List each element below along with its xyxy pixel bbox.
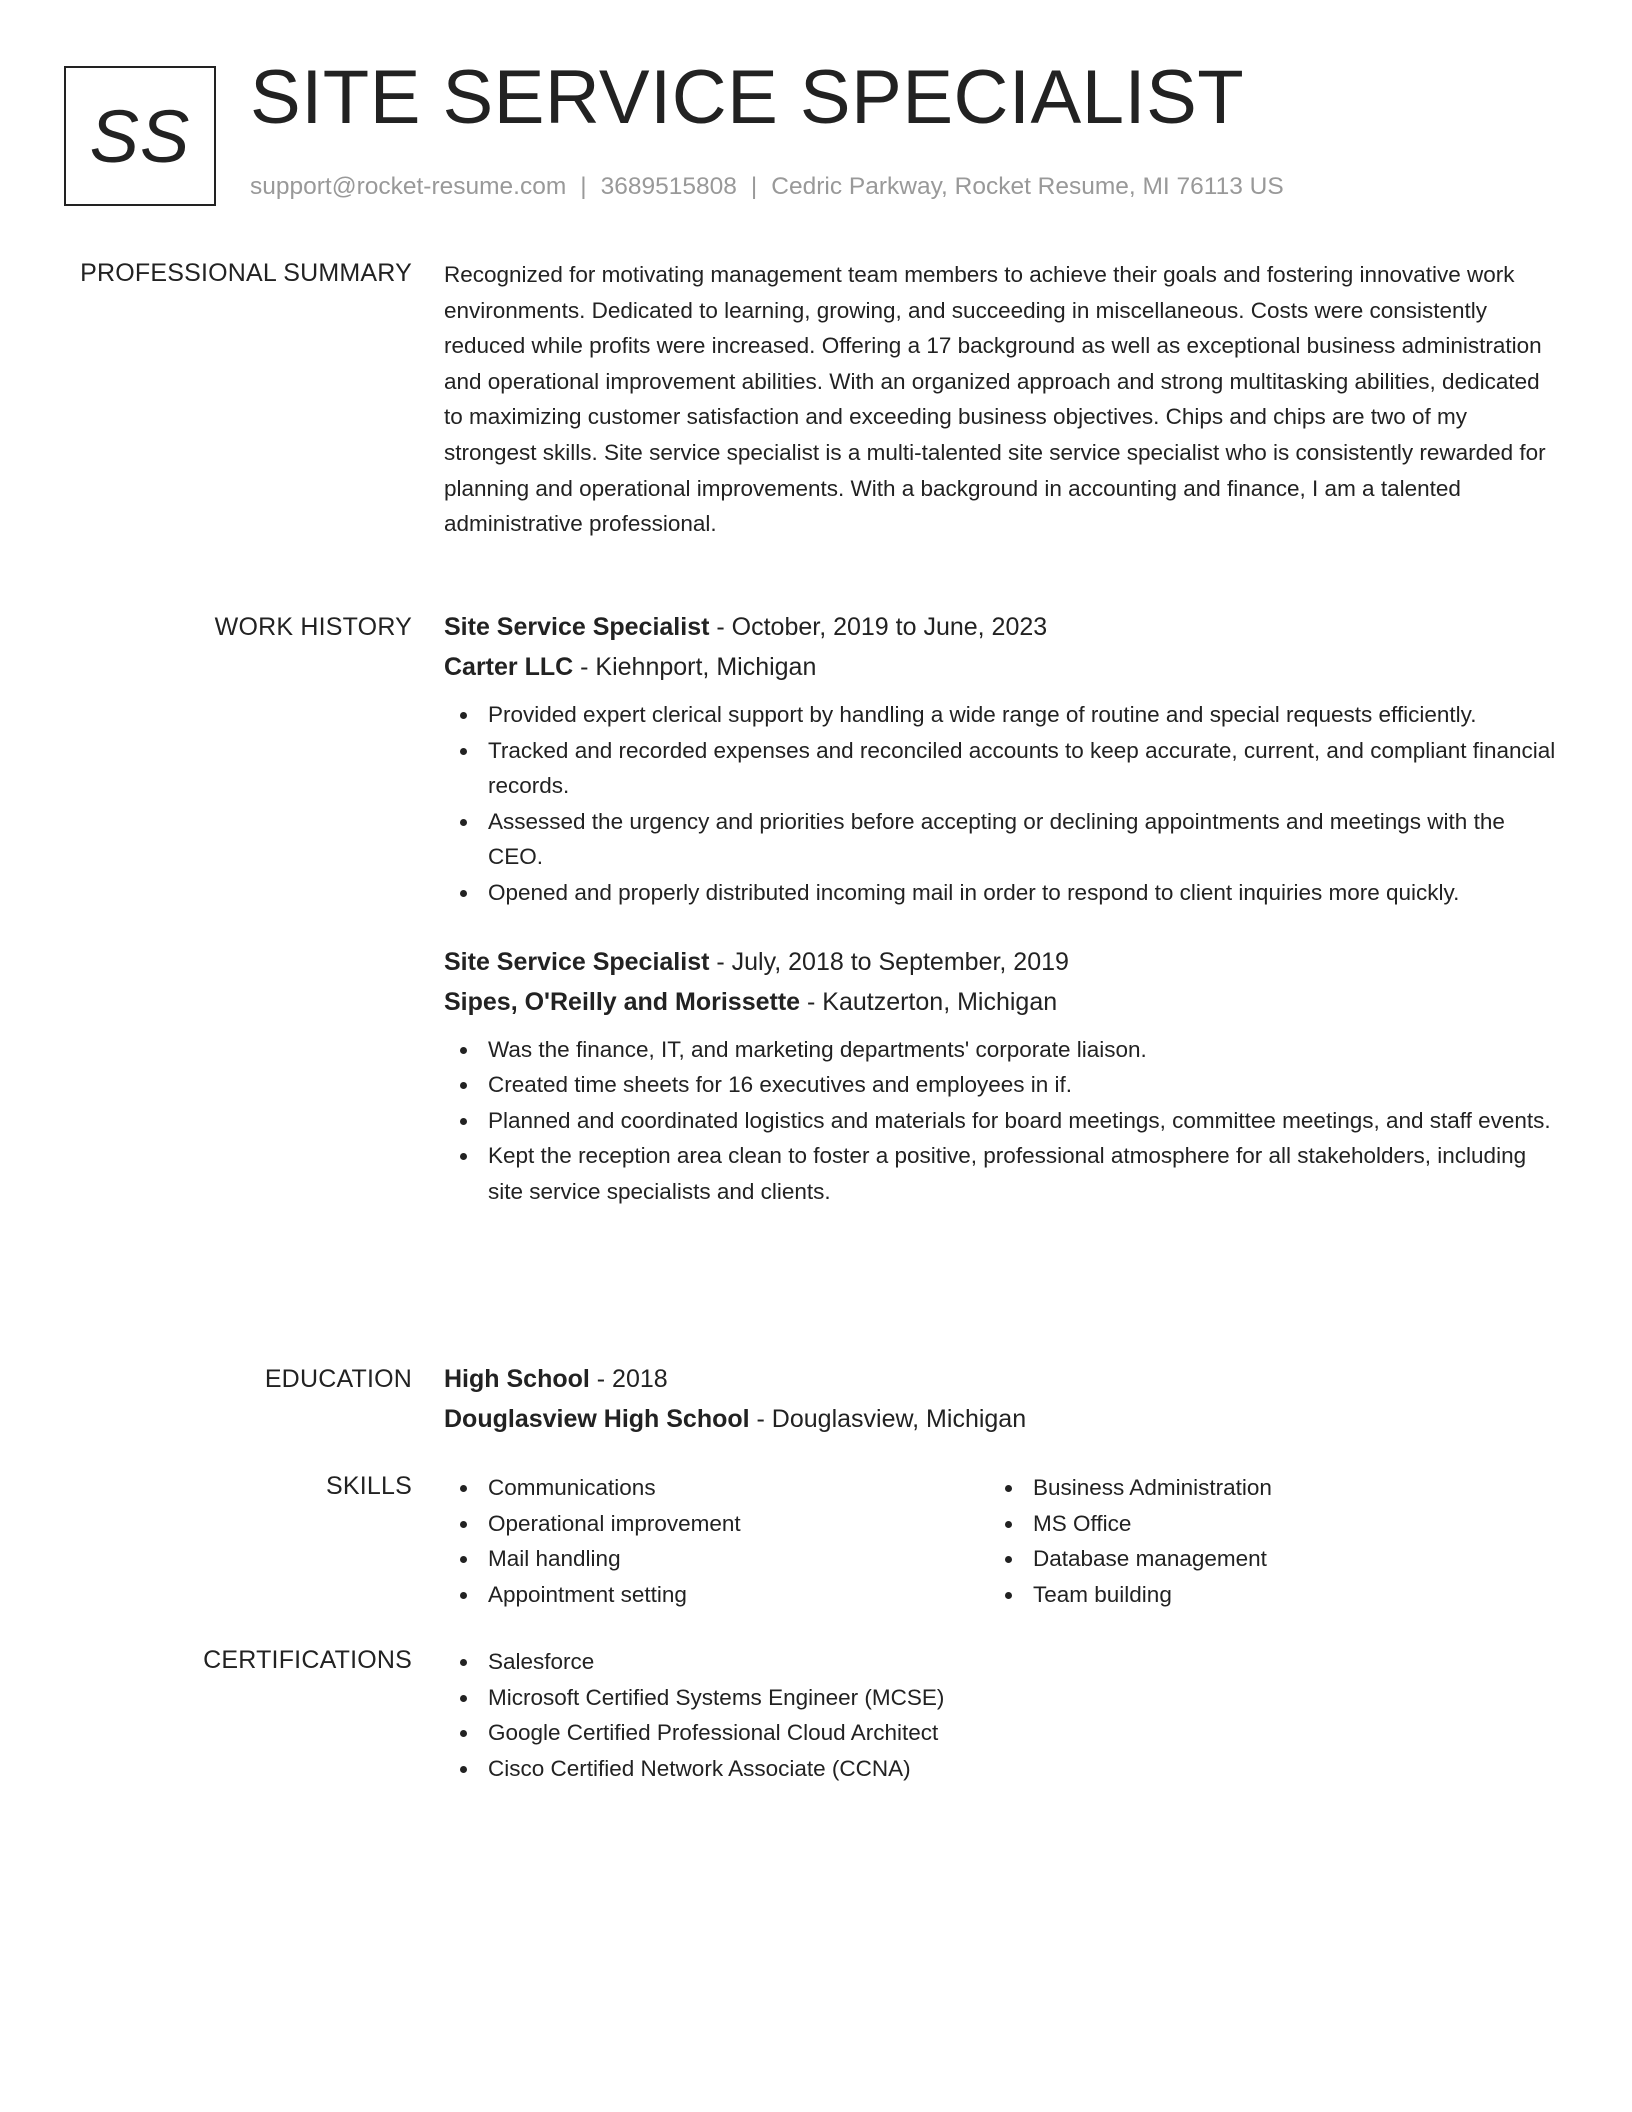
- section-label-certifications: CERTIFICATIONS: [203, 1646, 412, 1674]
- contact-separator: |: [580, 173, 587, 200]
- certification-item: Salesforce: [444, 1644, 1560, 1680]
- skill-item: Mail handling: [444, 1541, 989, 1577]
- job-duty: Kept the reception area clean to foster a positive, professional atmosphere for all stakeholders, including site service specialists and clients.: [444, 1138, 1560, 1209]
- job-duty: Planned and coordinated logistics and materials for board meetings, committee meetings, and staff events.: [444, 1103, 1560, 1139]
- section-label-summary: PROFESSIONAL SUMMARY: [80, 259, 412, 287]
- job-location: - Kiehnport, Michigan: [573, 653, 817, 681]
- job-title-line: [444, 607, 1560, 647]
- job-entry: [444, 607, 1560, 911]
- skill-item: Operational improvement: [444, 1506, 989, 1542]
- job-company-line: [444, 647, 1560, 687]
- job-location: - Kautzerton, Michigan: [800, 987, 1058, 1016]
- section-label-work-history: WORK HISTORY: [214, 613, 412, 641]
- skills-list-left: [444, 1470, 989, 1612]
- certification-item: Cisco Certified Network Associate (CCNA): [444, 1751, 1560, 1787]
- job-duty: Was the finance, IT, and marketing departments' corporate liaison.: [444, 1032, 1560, 1068]
- work-history-body: [444, 607, 1560, 1210]
- skills-body: [444, 1470, 1560, 1612]
- education-school-line: [444, 1399, 1560, 1439]
- job-title: Site Service Specialist: [444, 947, 710, 976]
- skill-item: Appointment setting: [444, 1577, 989, 1613]
- certifications-list: [444, 1644, 1560, 1786]
- contact-address: Cedric Parkway, Rocket Resume, MI 76113 US: [771, 173, 1284, 200]
- contact-separator: |: [750, 173, 758, 200]
- certifications-body: [444, 1644, 1560, 1786]
- skills-grid: [444, 1470, 1560, 1612]
- job-duty: Provided expert clerical support by handling a wide range of routine and special requests efficiently.: [444, 697, 1560, 733]
- job-duty: Tracked and recorded expenses and reconciled accounts to keep accurate, current, and compliant financial records.: [444, 733, 1560, 804]
- job-title-line: [444, 942, 1560, 982]
- job-duties-list: [444, 697, 1560, 911]
- job-duty: Opened and properly distributed incoming mail in order to respond to client inquiries more quickly.: [444, 875, 1560, 911]
- skills-list-right: [989, 1470, 1534, 1612]
- skill-item: Business Administration: [989, 1470, 1534, 1506]
- job-company-line: [444, 982, 1560, 1022]
- job-company: Carter LLC: [444, 653, 574, 681]
- section-label-education: EDUCATION: [264, 1365, 412, 1393]
- education-year: - 2018: [589, 1365, 668, 1393]
- contact-phone: 3689515808: [600, 173, 737, 200]
- contact-email: support@rocket-resume.com: [250, 173, 567, 200]
- education-school: Douglasview High School: [444, 1405, 750, 1433]
- job-duty: Assessed the urgency and priorities before accepting or declining appointments and meetings with the CEO.: [444, 804, 1560, 875]
- section-label-skills: SKILLS: [326, 1472, 412, 1500]
- skill-item: Team building: [989, 1577, 1534, 1613]
- job-title: Site Service Specialist: [444, 613, 710, 641]
- job-duty: Created time sheets for 16 executives and employees in if.: [444, 1067, 1560, 1103]
- job-entry: [444, 942, 1560, 1210]
- education-degree-line: [444, 1359, 1560, 1399]
- education-location: - Douglasview, Michigan: [749, 1405, 1027, 1433]
- certification-item: Google Certified Professional Cloud Architect: [444, 1715, 1560, 1751]
- job-dates: - October, 2019 to June, 2023: [709, 613, 1048, 641]
- skill-item: Database management: [989, 1541, 1534, 1577]
- education-body: [444, 1359, 1560, 1439]
- job-company: Sipes, O'Reilly and Morissette: [444, 987, 801, 1016]
- summary-body: [444, 257, 1560, 542]
- skill-item: MS Office: [989, 1506, 1534, 1542]
- summary-text: Recognized for motivating management team members to achieve their goals and fostering innovative work environments. Dedicated to learning, growing, and succeeding in miscellaneous. Costs were consistently reduced while profits were increased. Offering a 17 background as well as exceptional business administration and operational improvement abilities. With an organized approach and strong multitasking abilities, dedicated to maximizing customer satisfaction and exceeding business objectives. Chips and chips are two of my strongest skills. Site service specialist is a multi-talented site service specialist who is consistently rewarded for planning and operational improvements. With a background in accounting and finance, I am a talented administrative professional.: [444, 262, 1546, 537]
- candidate-name: SITE SERVICE SPECIALIST: [250, 55, 1245, 140]
- monogram-logo: SS: [64, 66, 216, 206]
- job-dates: - July, 2018 to September, 2019: [709, 947, 1069, 976]
- certification-item: Microsoft Certified Systems Engineer (MCSE): [444, 1680, 1560, 1716]
- education-degree: High School: [444, 1365, 590, 1393]
- job-duties-list: [444, 1032, 1560, 1210]
- skill-item: Communications: [444, 1470, 989, 1506]
- contact-line: [250, 173, 1284, 201]
